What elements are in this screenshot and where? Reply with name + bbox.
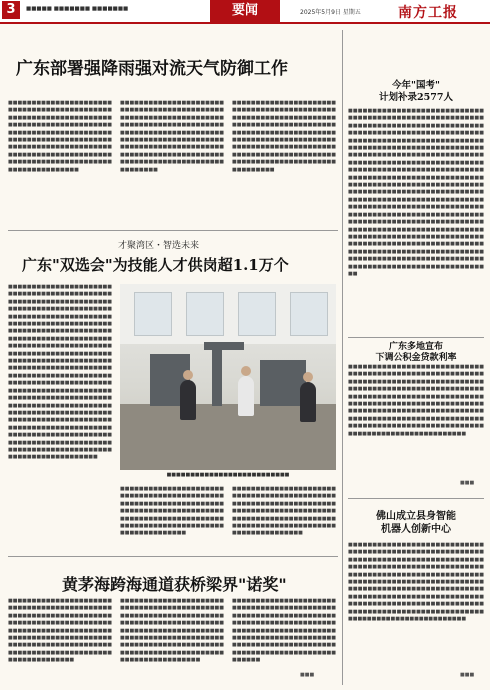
divider bbox=[8, 230, 338, 231]
right-headline-2 bbox=[348, 342, 484, 364]
bottom-headline: 黄茅海跨海通道获桥梁界"诺奖" bbox=[62, 575, 287, 594]
article-main-col3: ■■■■■■■■■■■■■■■■■■■■■■■■■■■■■■■■■■■■■■■■■■■■■■■■■■■■■■■■■■■■■■■■■■■■■■■■■■■■■■■■■■■■■■■■■■■■■■■■■■■■■■■■■■■■■■■■■■■■■■■■■■■■■■■■■■■■■■■■■■■■■■■■■■■■■■■■■■■■■■■■■■■■■■■■■■■■■■■■■■■■■■■■■■■■■■■■■■■■■■■■■■■■■■■ bbox=[232, 100, 336, 173]
right-headline-1-line1: 今年"国考" bbox=[392, 80, 440, 91]
divider bbox=[348, 337, 484, 338]
section-label: 要闻 bbox=[210, 0, 280, 22]
right-headline-3 bbox=[348, 510, 484, 536]
article-bottom-col3: ■■■■■■■■■■■■■■■■■■■■■■■■■■■■■■■■■■■■■■■■■■■■■■■■■■■■■■■■■■■■■■■■■■■■■■■■■■■■■■■■■■■■■■■■■■■■■■■■■■■■■■■■■■■■■■■■■■■■■■■■■■■■■■■■■■■■■■■■■■■■■■■■■■■■■■■■■■■■■■■■■■■■■■■■■■■■■■■■■■■■■■ bbox=[232, 598, 336, 664]
article-second-col2: ■■■■■■■■■■■■■■■■■■■■■■■■■■■■■■■■■■■■■■■■■■■■■■■■■■■■■■■■■■■■■■■■■■■■■■■■■■■■■■■■■■■■■■■■■■■■■■■■■■■■■■■■■■■■■■■■■■■■■■■■■■■■■■■■■■■■■■■■■■■■■■■■■■ bbox=[120, 486, 224, 537]
right-headline-2-line2: 下调公积金贷款利率 bbox=[375, 353, 457, 363]
right-headline-3-line2: 机器人创新中心 bbox=[381, 524, 451, 535]
second-headline: 广东"双选会"为技能人才供岗超1.1万个 bbox=[22, 256, 289, 274]
byline: ■■■ bbox=[300, 672, 315, 678]
page-number: 3 bbox=[2, 1, 20, 19]
right-headline-1-line2: 计划补录2577人 bbox=[379, 92, 453, 103]
right-article-2: ■■■■■■■■■■■■■■■■■■■■■■■■■■■■■■■■■■■■■■■■■■■■■■■■■■■■■■■■■■■■■■■■■■■■■■■■■■■■■■■■■■■■■■■■■■■■■■■■■■■■■■■■■■■■■■■■■■■■■■■■■■■■■■■■■■■■■■■■■■■■■■■■■■■■■■■■■■■■■■■■■■■■■■■■■■■■■■■■■■■■■■■■■■■■■■■■■■■■■■■■■■■■■■■■■■■■■■■■■■■■■■■■■■■■■■■■■■■■■■■■■■■■■■■■■■■■■■■■■■■■■■■■■■■■■■■■■■■■■ bbox=[348, 364, 484, 437]
right-article-1: ■■■■■■■■■■■■■■■■■■■■■■■■■■■■■■■■■■■■■■■■■■■■■■■■■■■■■■■■■■■■■■■■■■■■■■■■■■■■■■■■■■■■■■■■■■■■■■■■■■■■■■■■■■■■■■■■■■■■■■■■■■■■■■■■■■■■■■■■■■■■■■■■■■■■■■■■■■■■■■■■■■■■■■■■■■■■■■■■■■■■■■■■■■■■■■■■■■■■■■■■■■■■■■■■■■■■■■■■■■■■■■■■■■■■■■■■■■■■■■■■■■■■■■■■■■■■■■■■■■■■■■■■■■■■■■■■■■■■■■■■■■■■■■■■■■■■■■■■■■■■■■■■■■■■■■■■■■■■■■■■■■■■■■■■■■■■■■■■■■■■■■■■■■■■■■■■■■■■■■■■■■■■■■■■■■■■■■■■■■■■■■■■■■■■■■■■■■■■■■■■■■■■■■■■■■■■■■■■■■■■■■■■■■■■■■■■■■■■■■■■■■■■■■■■■■■■■■■■■■■■■■■■■■■■■■■■■■■■■■■■■■■■■■■■■■■■■■■■■■■■■■■■■■■■■■■■■■■■■■■■■■■■■■■■■■■■■■■■■■■■■■■■■■■■■■■■■■■■■■■■■■■■■■■■■■■■■■■■■■■■■■■■■■■■■■■■■■■■■■■■■■■■■■■■■■■■■■■■■■ bbox=[348, 108, 484, 277]
photo-caption: ■■■■■■■■■■■■■■■■■■■■■■■■■■ bbox=[166, 472, 290, 478]
publication-date: 2025年5月9日 星期五 bbox=[300, 9, 361, 16]
second-article-kicker: 才聚湾区・智选未来 bbox=[118, 241, 200, 251]
article-main-col2: ■■■■■■■■■■■■■■■■■■■■■■■■■■■■■■■■■■■■■■■■■■■■■■■■■■■■■■■■■■■■■■■■■■■■■■■■■■■■■■■■■■■■■■■■■■■■■■■■■■■■■■■■■■■■■■■■■■■■■■■■■■■■■■■■■■■■■■■■■■■■■■■■■■■■■■■■■■■■■■■■■■■■■■■■■■■■■■■■■■■■■■■■■■■■■■■■■■■■■■■■■■■■■■ bbox=[120, 100, 224, 173]
column-divider bbox=[342, 30, 343, 685]
article-main-col1: ■■■■■■■■■■■■■■■■■■■■■■■■■■■■■■■■■■■■■■■■■■■■■■■■■■■■■■■■■■■■■■■■■■■■■■■■■■■■■■■■■■■■■■■■■■■■■■■■■■■■■■■■■■■■■■■■■■■■■■■■■■■■■■■■■■■■■■■■■■■■■■■■■■■■■■■■■■■■■■■■■■■■■■■■■■■■■■■■■■■■■■■■■■■■■■■■■■■■■■■■■■■■■■■■■■■■■ bbox=[8, 100, 112, 173]
right-headline-2-line1: 广东多地宣布 bbox=[388, 342, 443, 352]
right-headline-3-line1: 佛山成立县身智能 bbox=[376, 511, 456, 522]
top-bar bbox=[0, 0, 490, 24]
main-headline: 广东部署强降雨强对流天气防御工作 bbox=[16, 59, 288, 79]
article-second-col3: ■■■■■■■■■■■■■■■■■■■■■■■■■■■■■■■■■■■■■■■■■■■■■■■■■■■■■■■■■■■■■■■■■■■■■■■■■■■■■■■■■■■■■■■■■■■■■■■■■■■■■■■■■■■■■■■■■■■■■■■■■■■■■■■■■■■■■■■■■■■■■■■■■■■ bbox=[232, 486, 336, 537]
divider bbox=[348, 498, 484, 499]
article-bottom-col2: ■■■■■■■■■■■■■■■■■■■■■■■■■■■■■■■■■■■■■■■■■■■■■■■■■■■■■■■■■■■■■■■■■■■■■■■■■■■■■■■■■■■■■■■■■■■■■■■■■■■■■■■■■■■■■■■■■■■■■■■■■■■■■■■■■■■■■■■■■■■■■■■■■■■■■■■■■■■■■■■■■■■■■■■■■■■■■■■■■■■■■■■■■■■■■■■■■ bbox=[120, 598, 224, 664]
article-second-col1: ■■■■■■■■■■■■■■■■■■■■■■■■■■■■■■■■■■■■■■■■■■■■■■■■■■■■■■■■■■■■■■■■■■■■■■■■■■■■■■■■■■■■■■■■■■■■■■■■■■■■■■■■■■■■■■■■■■■■■■■■■■■■■■■■■■■■■■■■■■■■■■■■■■■■■■■■■■■■■■■■■■■■■■■■■■■■■■■■■■■■■■■■■■■■■■■■■■■■■■■■■■■■■■■■■■■■■■■■■■■■■■■■■■■■■■■■■■■■■■■■■■■■■■■■■■■■■■■■■■■■■■■■■■■■■■■■■■■■■■■■■■■■■■■■■■■■■■■■■■■■■■■■■■■■■■■■■■■■■■■■■■■■■■■■■■■■■■■■■■■■■■■■■■■■■■■■■■■■■■■■■■■■■■■■■■■■■■■■■■■■■■■■■■■■■■■■■■■■■■■■■■■■■■■■■■■■■■■■■■■■■■■■■■■■■■■■■■■■■■■■■■■■■■■■■■■■■■■■■■■■■■■■■■■■■■■■■■■■■■■■■■■■■■■■■■■■■■■■■■■■■■■■■■■■■■■■■■■■■■■■■■■■■ bbox=[8, 284, 112, 461]
divider bbox=[8, 556, 338, 557]
right-article-3: ■■■■■■■■■■■■■■■■■■■■■■■■■■■■■■■■■■■■■■■■■■■■■■■■■■■■■■■■■■■■■■■■■■■■■■■■■■■■■■■■■■■■■■■■■■■■■■■■■■■■■■■■■■■■■■■■■■■■■■■■■■■■■■■■■■■■■■■■■■■■■■■■■■■■■■■■■■■■■■■■■■■■■■■■■■■■■■■■■■■■■■■■■■■■■■■■■■■■■■■■■■■■■■■■■■■■■■■■■■■■■■■■■■■■■■■■■■■■■■■■■■■■■■■■■■■■■■■■■■■■■■■■■■■■■■■■■■■■■■■■■■■■■■■■■■■■■■■■■■■■■■■■■ bbox=[348, 542, 484, 623]
byline: ■■■ bbox=[460, 480, 475, 486]
article-bottom-col1: ■■■■■■■■■■■■■■■■■■■■■■■■■■■■■■■■■■■■■■■■■■■■■■■■■■■■■■■■■■■■■■■■■■■■■■■■■■■■■■■■■■■■■■■■■■■■■■■■■■■■■■■■■■■■■■■■■■■■■■■■■■■■■■■■■■■■■■■■■■■■■■■■■■■■■■■■■■■■■■■■■■■■■■■■■■■■■■■■■■■■■■■■■■■■■■ bbox=[8, 598, 112, 664]
byline: ■■■ bbox=[460, 672, 475, 678]
masthead-logo: 南方工报 bbox=[398, 5, 458, 21]
editors-line: ■■■■■ ■■■■■■■ ■■■■■■■ bbox=[26, 6, 129, 12]
right-headline-1 bbox=[348, 80, 484, 104]
news-photo bbox=[120, 284, 336, 470]
